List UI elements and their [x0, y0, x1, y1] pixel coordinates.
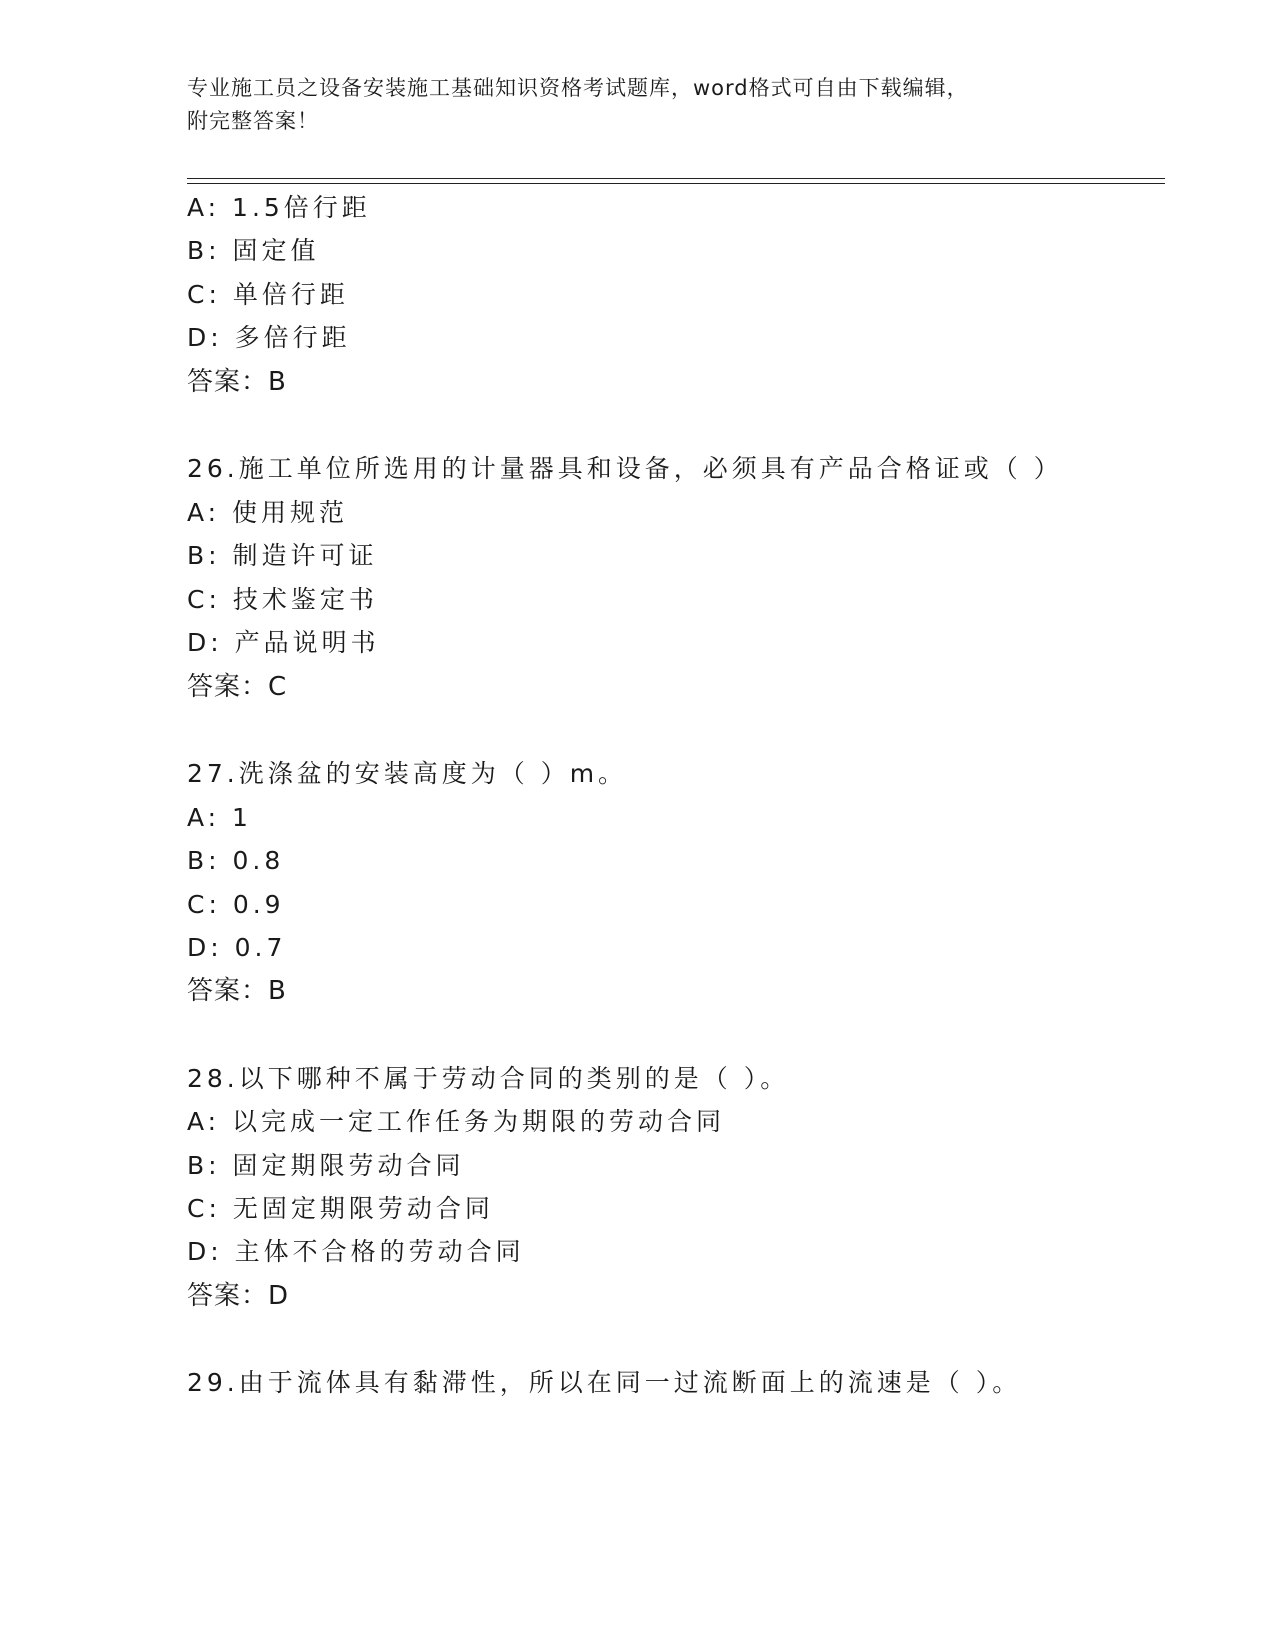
q28-stem: 28.以下哪种不属于劳动合同的类别的是（ ）。: [187, 1064, 790, 1093]
q26-option-d: D: 产品说明书: [187, 628, 380, 657]
q26-option-b: B: 制造许可证: [187, 541, 378, 570]
q26-stem: 26.施工单位所选用的计量器具和设备，必须具有产品合格证或（ ）: [187, 454, 1063, 483]
q27-option-b: B: 0.8: [187, 846, 285, 875]
q27-option-a: A: 1: [187, 803, 252, 832]
header-line-2: 附完整答案！: [187, 109, 319, 133]
q27-answer: 答案：B: [187, 976, 287, 1006]
q27-option-d: D: 0.7: [187, 933, 287, 962]
q25-answer: 答案：B: [187, 367, 287, 397]
header-line-1: 专业施工员之设备安装施工基础知识资格考试题库，word格式可自由下载编辑，: [187, 76, 969, 100]
q27-option-c: C: 0.9: [187, 890, 285, 919]
q29-stem: 29.由于流体具有黏滞性，所以在同一过流断面上的流速是（ ）。: [187, 1368, 1022, 1397]
q28-option-d: D: 主体不合格的劳动合同: [187, 1237, 525, 1266]
q25-option-d: D: 多倍行距: [187, 323, 351, 352]
document-header: [187, 72, 1087, 138]
q25-option-a: A: 1.5倍行距: [187, 193, 371, 222]
q26-answer: 答案：C: [187, 672, 288, 702]
q28-option-b: B: 固定期限劳动合同: [187, 1151, 465, 1180]
q25-option-c: C: 单倍行距: [187, 280, 349, 309]
header-divider-top: [187, 178, 1165, 179]
q26-option-c: C: 技术鉴定书: [187, 585, 378, 614]
q27-stem: 27.洗涤盆的安装高度为（ ）m。: [187, 759, 628, 788]
q26-option-a: A: 使用规范: [187, 498, 349, 527]
header-divider-bottom: [187, 183, 1165, 184]
q28-option-a: A: 以完成一定工作任务为期限的劳动合同: [187, 1107, 726, 1136]
q28-option-c: C: 无固定期限劳动合同: [187, 1194, 494, 1223]
q25-option-b: B: 固定值: [187, 236, 320, 265]
q28-answer: 答案：D: [187, 1281, 290, 1311]
